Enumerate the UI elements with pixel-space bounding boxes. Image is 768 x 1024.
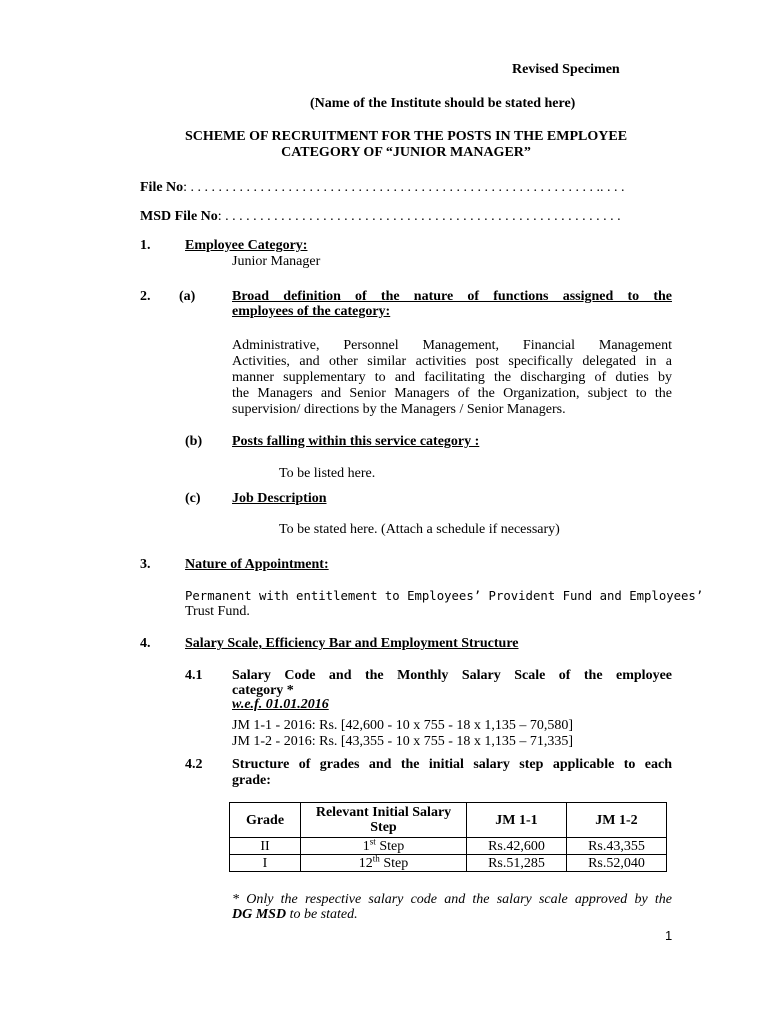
table-header-row <box>230 803 667 838</box>
header-jm-1-2: JM 1-2 <box>567 803 667 838</box>
cell-grade: I <box>230 855 301 872</box>
section-2b-heading: Posts falling within this service category : <box>232 434 480 449</box>
table-row <box>230 855 667 872</box>
section-4-number: 4. <box>140 636 151 651</box>
section-2c-label: (c) <box>185 491 201 506</box>
section-4-2-number: 4.2 <box>185 757 203 772</box>
step-number: 12 <box>358 855 373 871</box>
step-word: Step <box>375 838 405 854</box>
msd-file-no-dots: : . . . . . . . . . . . . . . . . . . . . . . . . . . . . . . . . . . . . . . . . . . . . . . . . . . . . . . . . . <box>217 209 621 224</box>
file-no-dots: : . . . . . . . . . . . . . . . . . . . . . . . . . . . . . . . . . . . . . . . . . . . . . . . . . . . . . . . . . . .. . . . <box>183 180 625 195</box>
section-2c-value: To be stated here. (Attach a schedule if necessary) <box>279 522 560 537</box>
section-2-number: 2. <box>140 289 151 304</box>
msd-file-no-label: MSD File No <box>140 209 218 224</box>
step-number: 1 <box>362 838 370 854</box>
title-line-1: SCHEME OF RECRUITMENT FOR THE POSTS IN THE EMPLOYEE <box>184 129 628 144</box>
footnote-line-2 <box>232 907 358 923</box>
section-3-number: 3. <box>140 557 151 572</box>
section-2b-label: (b) <box>185 434 203 449</box>
section-4-1-wef: w.e.f. 01.01.2016 <box>232 697 329 712</box>
section-4-1-line-1: Salary Code and the Monthly Salary Scale of the employee <box>232 668 672 683</box>
institute-note: (Name of the Institute should be stated here) <box>310 96 576 111</box>
revised-specimen: Revised Specimen <box>512 62 620 77</box>
section-2b-value: To be listed here. <box>279 466 376 481</box>
header-jm-1-1: JM 1-1 <box>467 803 567 838</box>
section-2a-para-line-4: the Managers and Senior Managers of the Organization, subject to the <box>232 386 672 401</box>
section-2a-para-line-2: Activities, and other similar activities post specifically delegated in a <box>232 354 672 369</box>
section-1-number: 1. <box>140 238 151 253</box>
footnote-dg-msd: DG MSD <box>232 907 287 922</box>
table-row <box>230 838 667 855</box>
section-2a-heading-line-1: Broad definition of the nature of functions assigned to the <box>232 289 672 304</box>
footnote-rest: to be stated. <box>286 907 358 922</box>
section-1-heading: Employee Category: <box>185 238 308 253</box>
cell-jm-1-2: Rs.43,355 <box>567 838 667 855</box>
header-initial-step: Relevant Initial Salary Step <box>301 803 467 838</box>
salary-scale-jm-1-1: JM 1-1 - 2016: Rs. [42,600 - 10 x 755 - 18 x 1,135 – 70,580] <box>232 718 574 733</box>
file-no-label: File No <box>140 180 184 195</box>
grades-table <box>229 802 667 872</box>
section-3-heading: Nature of Appointment: <box>185 557 329 572</box>
section-4-2-line-2: grade: <box>232 773 271 788</box>
section-2a-heading-line-2: employees of the category: <box>232 304 391 319</box>
header-grade: Grade <box>230 803 301 838</box>
salary-scale-jm-1-2: JM 1-2 - 2016: Rs. [43,355 - 10 x 755 - 18 x 1,135 – 71,335] <box>232 734 574 749</box>
step-word: Step <box>379 855 409 871</box>
section-1-value: Junior Manager <box>232 254 321 269</box>
file-no-row <box>140 180 625 196</box>
section-4-2-line-1: Structure of grades and the initial salary step applicable to each <box>232 757 672 772</box>
step-suffix: th <box>372 852 380 863</box>
section-3-line-2: Trust Fund. <box>185 604 250 619</box>
section-4-1-number: 4.1 <box>185 668 203 683</box>
cell-step <box>301 835 467 855</box>
title-line-2: CATEGORY OF “JUNIOR MANAGER” <box>281 145 531 160</box>
cell-jm-1-2: Rs.52,040 <box>567 855 667 872</box>
cell-jm-1-1: Rs.42,600 <box>467 838 567 855</box>
section-2a-label: (a) <box>179 289 196 304</box>
section-4-heading: Salary Scale, Efficiency Bar and Employment Structure <box>185 636 519 651</box>
step-suffix: st <box>369 835 376 846</box>
section-4-1-line-2: category * <box>232 683 294 698</box>
section-2a-para-line-1: Administrative, Personnel Management, Financial Management <box>232 338 672 353</box>
cell-grade: II <box>230 838 301 855</box>
section-3-line-1: Permanent with entitlement to Employees’ Provident Fund and Employees’ <box>185 589 704 603</box>
section-2a-para-line-3: manner supplementary to and facilitating the discharging of duties by <box>232 370 672 385</box>
page-number: 1 <box>665 928 673 943</box>
cell-step <box>301 852 467 872</box>
cell-jm-1-1: Rs.51,285 <box>467 855 567 872</box>
footnote-line-1: * Only the respective salary code and the salary scale approved by the <box>232 892 672 907</box>
section-2a-para-line-5: supervision/ directions by the Managers / Senior Managers. <box>232 402 566 417</box>
msd-file-no-row <box>140 209 621 225</box>
section-2c-heading: Job Description <box>232 491 327 506</box>
